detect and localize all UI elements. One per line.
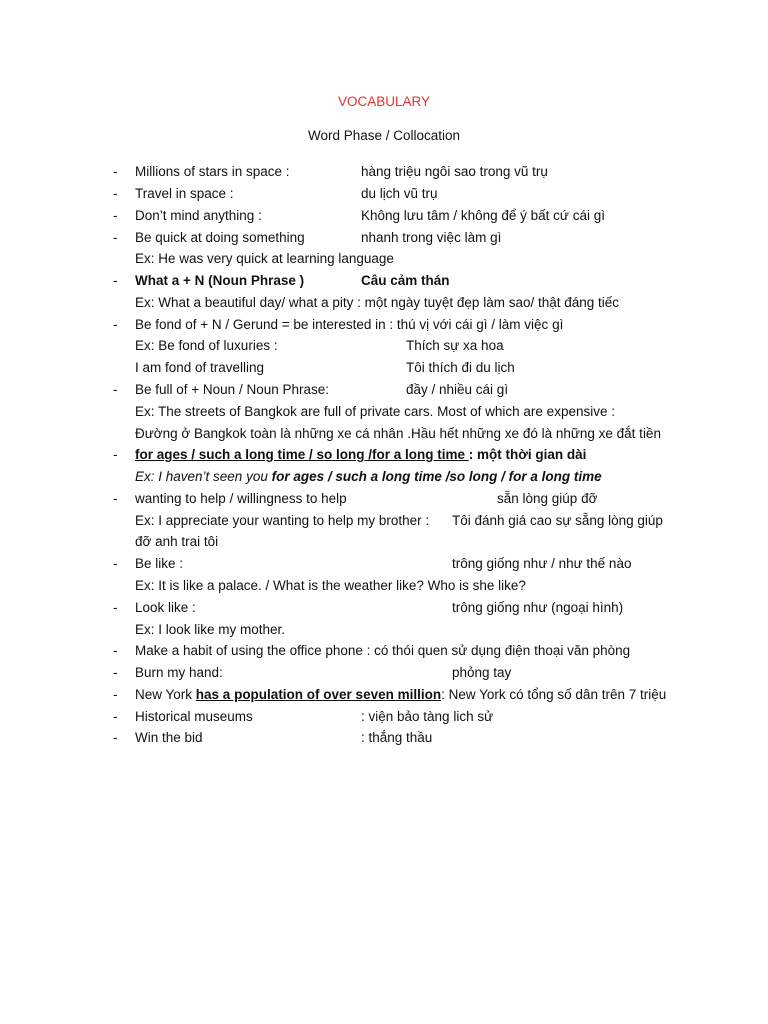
english-phrase: Win the bid (135, 730, 203, 745)
example-line (0, 338, 768, 358)
list-item (0, 709, 768, 729)
list-item (0, 164, 768, 184)
list-item (0, 687, 768, 707)
vietnamese-meaning: : thắng thầu (361, 730, 433, 745)
bullet-dash: - (113, 556, 118, 571)
vietnamese-meaning: Thích sự xa hoa (406, 338, 504, 353)
bullet-dash: - (113, 447, 118, 462)
vietnamese-meaning: Tôi thích đi du lịch (406, 360, 515, 375)
phrase-text: Be fond of + N / Gerund = be interested in : thú vị với cái gì / làm việc gì (135, 317, 564, 332)
example-line (0, 534, 768, 554)
vietnamese-meaning: đầy / nhiều cái gì (406, 382, 509, 397)
vietnamese-meaning: sẵn lòng giúp đỡ (497, 491, 598, 506)
example-text: Ex: It is like a palace. / What is the weather like? Who is she like? (135, 578, 526, 593)
bullet-dash: - (113, 273, 118, 288)
vietnamese-meaning: Câu cảm thán (361, 273, 450, 288)
bullet-dash: - (113, 643, 118, 658)
vietnamese-meaning: : một thời gian dài (468, 447, 587, 462)
vietnamese-meaning: Không lưu tâm / không để ý bất cứ cái gì (361, 208, 605, 223)
key-phrase: for ages / such a long time / so long /for a long time (135, 447, 469, 462)
list-item (0, 643, 768, 663)
list-item (0, 186, 768, 206)
example-text: Ex: The streets of Bangkok are full of private cars. Most of which are expensive : (135, 404, 615, 419)
bullet-dash: - (113, 208, 118, 223)
list-item (0, 273, 768, 293)
example-line (0, 578, 768, 598)
english-phrase: Look like : (135, 600, 196, 615)
english-phrase: Be like : (135, 556, 184, 571)
bullet-dash: - (113, 709, 118, 724)
vietnamese-meaning: trông giống như (ngoại hình) (452, 600, 624, 615)
phrase-text: Make a habit of using the office phone : có thói quen sử dụng điện thoại văn phòng (135, 643, 631, 658)
example-text: Ex: I appreciate your wanting to help my brother : (135, 513, 430, 528)
example-line (0, 426, 768, 446)
english-phrase: Burn my hand: (135, 665, 223, 680)
example-text: Ex: I look like my mother. (135, 622, 286, 637)
bullet-dash: - (113, 230, 118, 245)
example-line (0, 513, 768, 533)
example-line (0, 251, 768, 271)
example-line (0, 622, 768, 642)
vietnamese-meaning: trông giống như / như thế nào (452, 556, 632, 571)
key-phrase: for ages / such a long time /so long / for a long time (271, 469, 602, 484)
list-item (0, 230, 768, 250)
list-item (0, 491, 768, 511)
vietnamese-meaning: nhanh trong việc làm gì (361, 230, 502, 245)
list-item (0, 317, 768, 337)
english-phrase: Travel in space : (135, 186, 234, 201)
english-phrase: What a + N (Noun Phrase ) (135, 273, 305, 288)
example-text: Ex: What a beautiful day/ what a pity : một ngày tuyệt đẹp làm sao/ thật đáng tiếc (135, 295, 620, 310)
english-phrase: Be full of + Noun / Noun Phrase: (135, 382, 329, 397)
english-phrase: wanting to help / willingness to help (135, 491, 347, 506)
phrase-prefix: New York (135, 687, 196, 702)
example-line (0, 360, 768, 380)
bullet-dash: - (113, 382, 118, 397)
list-item (0, 556, 768, 576)
example-text: đỡ anh trai tôi (135, 534, 219, 549)
example-text: Ex: He was very quick at learning language (135, 251, 394, 266)
bullet-dash: - (113, 665, 118, 680)
bullet-dash: - (113, 687, 118, 702)
bullet-dash: - (113, 186, 118, 201)
example-line (0, 295, 768, 315)
page-title: VOCABULARY (337, 94, 431, 109)
list-item (0, 447, 768, 467)
bullet-dash: - (113, 164, 118, 179)
phrase-suffix: : New York có tổng số dân trên 7 triệu (441, 687, 667, 702)
bullet-dash: - (113, 317, 118, 332)
vietnamese-meaning: Tôi đánh giá cao sự sẵng lòng giúp (452, 513, 663, 528)
list-item (0, 730, 768, 750)
example-text: Ex: Be fond of luxuries : (135, 338, 278, 353)
bullet-dash: - (113, 491, 118, 506)
vietnamese-meaning: : viện bảo tàng lich sử (361, 709, 494, 724)
bullet-dash: - (113, 730, 118, 745)
list-item (0, 665, 768, 685)
list-item (0, 600, 768, 620)
english-phrase: Be quick at doing something (135, 230, 305, 245)
english-phrase: Don’t mind anything : (135, 208, 262, 223)
vietnamese-meaning: phỏng tay (452, 665, 512, 680)
list-item (0, 208, 768, 228)
english-phrase: Historical museums (135, 709, 253, 724)
example-text: I am fond of travelling (135, 360, 265, 375)
example-line (0, 469, 768, 489)
key-phrase: has a population of over seven million (195, 687, 442, 702)
example-text: Đường ở Bangkok toàn là những xe cá nhân .Hầu hết những xe đó là những xe đắt tiền (135, 426, 661, 441)
page-subtitle: Word Phase / Collocation (307, 128, 461, 143)
english-phrase: Millions of stars in space : (135, 164, 290, 179)
example-text: Ex: I haven’t seen you (135, 469, 272, 484)
example-line (0, 404, 768, 424)
vietnamese-meaning: hàng triệu ngôi sao trong vũ trụ (361, 164, 548, 179)
list-item (0, 382, 768, 402)
bullet-dash: - (113, 600, 118, 615)
vietnamese-meaning: du lịch vũ trụ (361, 186, 438, 201)
